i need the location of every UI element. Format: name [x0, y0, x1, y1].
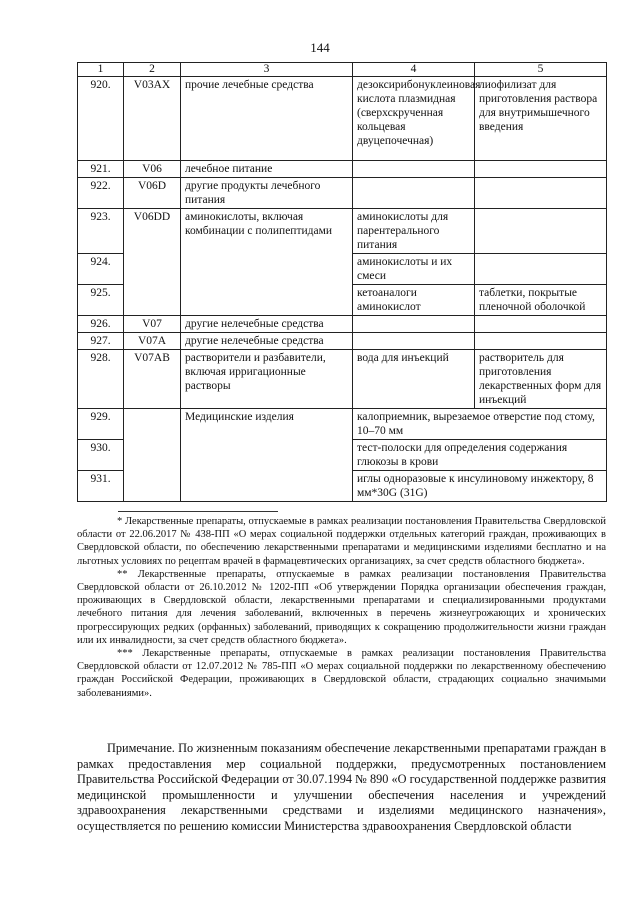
row-number: 920. [78, 77, 124, 161]
row-number: 928. [78, 350, 124, 409]
footnote-1: * Лекарственные препараты, отпускаемые в рамках реализации постановления Правительства Свердловской области от 22.06.2017 № 438-ПП «О мерах социальной поддержки отдельных категорий граждан, проживающих в Свердловской области, по обеспечению лекарственными препаратами и медицинскими изделиями бесплатно и на льготных условиях по рецептам врачей в фармацевтических организациях, за счет средств областного бюджета». [77, 516, 606, 567]
table-row [78, 316, 607, 333]
table-row [78, 178, 607, 209]
note-paragraph: Примечание. По жизненным показаниям обеспечение лекарственными препаратами граждан в рамках предоставления мер социальной поддержки, предусмотренных постановлением Правительства Российской Федерации от 30.07.1994 № 890 «О государственной поддержке развития медицинской промышленности и улучшении обеспечения населения и учреждений здравоохранения лекарственными средствами и изделиями медицинского назначения», осуществляется по решению комиссии Министерства здравоохранения Свердловской области [77, 741, 606, 833]
group-cell: другие нелечебные средства [181, 316, 353, 333]
row-number: 931. [78, 471, 124, 502]
footnote-divider [118, 511, 278, 512]
row-number: 922. [78, 178, 124, 209]
group-cell: прочие лечебные средства [181, 77, 353, 161]
page-number: 144 [310, 40, 330, 55]
row-number: 921. [78, 161, 124, 178]
form-cell: растворитель для приготовления лекарственных форм для инъекций [475, 350, 607, 409]
substance-cell: аминокислоты и их смеси [353, 254, 475, 285]
column-header-3: 3 [181, 63, 353, 77]
group-cell: аминокислоты, включая комбинации с полипептидами [181, 209, 353, 316]
atc-code: V06DD [124, 209, 181, 316]
atc-code [124, 409, 181, 502]
substance-cell [353, 333, 475, 350]
footnotes [77, 515, 606, 700]
table-row [78, 350, 607, 409]
column-header-4: 4 [353, 63, 475, 77]
row-number: 926. [78, 316, 124, 333]
group-cell: другие продукты лечебного питания [181, 178, 353, 209]
item-cell: тест-полоски для определения содержания глюкозы в крови [353, 440, 607, 471]
form-cell [475, 209, 607, 254]
row-number: 925. [78, 285, 124, 316]
table-row [78, 333, 607, 350]
atc-code: V07A [124, 333, 181, 350]
substance-cell: аминокислоты для парентерального питания [353, 209, 475, 254]
atc-code: V03AX [124, 77, 181, 161]
form-cell: лиофилизат для приготовления раствора для внутримышечного введения [475, 77, 607, 161]
group-cell: Медицинские изделия [181, 409, 353, 502]
atc-code: V06D [124, 178, 181, 209]
form-cell [475, 254, 607, 285]
substance-cell: кетоаналоги аминокислот [353, 285, 475, 316]
form-cell: таблетки, покрытые пленочной оболочкой [475, 285, 607, 316]
drug-table [77, 62, 607, 502]
column-header-2: 2 [124, 63, 181, 77]
form-cell [475, 333, 607, 350]
row-number: 924. [78, 254, 124, 285]
atc-code: V07 [124, 316, 181, 333]
column-header-5: 5 [475, 63, 607, 77]
substance-cell [353, 316, 475, 333]
form-cell [475, 161, 607, 178]
group-cell: лечебное питание [181, 161, 353, 178]
group-cell: другие нелечебные средства [181, 333, 353, 350]
note-section [77, 741, 606, 834]
footnote-3: *** Лекарственные препараты, отпускаемые в рамках реализации постановления Правительства Свердловской области от 12.07.2012 № 785-ПП «О мерах социальной поддержки по лекарственному обеспечению граждан Российской Федерации, проживающих в Свердловской области, страдающих социально значимыми заболеваниями». [77, 648, 606, 699]
row-number: 930. [78, 440, 124, 471]
substance-cell [353, 178, 475, 209]
row-number: 923. [78, 209, 124, 254]
substance-cell: дезоксирибонуклеиновая кислота плазмидная (сверхскрученная кольцевая двуцепочечная) [353, 77, 475, 161]
atc-code: V06 [124, 161, 181, 178]
substance-cell [353, 161, 475, 178]
group-cell: растворители и разбавители, включая ирригационные растворы [181, 350, 353, 409]
item-cell: калоприемник, вырезаемое отверстие под стому, 10–70 мм [353, 409, 607, 440]
table-header-row [78, 63, 607, 77]
row-number: 927. [78, 333, 124, 350]
table-row [78, 209, 607, 254]
table-row [78, 409, 607, 440]
form-cell [475, 316, 607, 333]
atc-code: V07AB [124, 350, 181, 409]
column-header-1: 1 [78, 63, 124, 77]
substance-cell: вода для инъекций [353, 350, 475, 409]
item-cell: иглы одноразовые к инсулиновому инжектору, 8 мм*30G (31G) [353, 471, 607, 502]
footnote-2: ** Лекарственные препараты, отпускаемые в рамках реализации постановления Правительства Свердловской области от 26.10.2012 № 1202-ПП «Об утверждении Порядка организации обеспечения граждан, проживающих в Свердловской области, лекарственными препаратами и специализированными продуктами лечебного питания для лечения заболеваний, включенных в перечень жизнеугрожающих и хронических прогрессирующих редких (орфанных) заболеваний, приводящих к сокращению продолжительности жизни граждан или их инвалидности, за счет средств областного бюджета». [77, 568, 606, 646]
table-row [78, 161, 607, 178]
row-number: 929. [78, 409, 124, 440]
form-cell [475, 178, 607, 209]
table-row [78, 77, 607, 161]
